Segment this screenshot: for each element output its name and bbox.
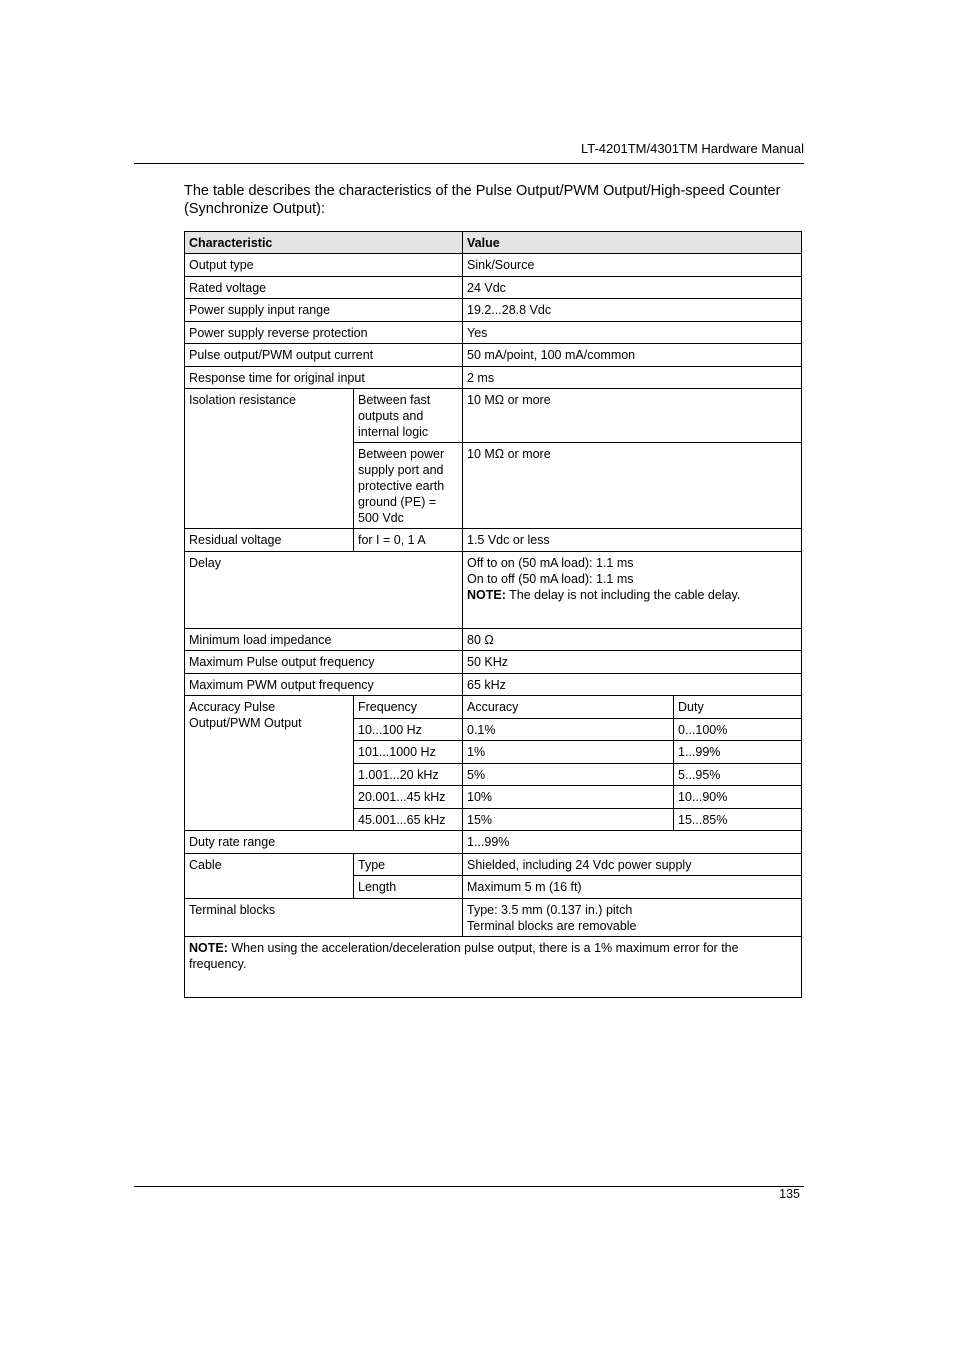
header-characteristic: Characteristic: [185, 232, 463, 254]
accuracy-cell: 5%: [463, 764, 674, 786]
row-value: 24 Vdc: [463, 277, 802, 299]
subheader-accuracy: Accuracy: [463, 696, 674, 719]
row-label: Accuracy Pulse Output/PWM Output: [185, 696, 354, 831]
table-row: [185, 629, 802, 651]
table-header-row: [185, 232, 802, 254]
row-value: 1.5 Vdc or less: [463, 529, 802, 552]
row-label: Cable: [185, 854, 354, 899]
delay-line-2: On to off (50 mA load): 1.1 ms: [467, 572, 634, 586]
frequency-cell: 101...1000 Hz: [354, 741, 463, 764]
page-number: 135: [779, 1187, 800, 1201]
table-row: [185, 831, 802, 854]
row-value: [463, 899, 802, 937]
frequency-cell: 10...100 Hz: [354, 719, 463, 741]
terminal-line-1: Type: 3.5 mm (0.137 in.) pitch: [467, 903, 633, 917]
running-header: LT-4201TM/4301TM Hardware Manual: [580, 141, 804, 156]
row-sublabel: Length: [354, 876, 463, 899]
row-label: Delay: [185, 552, 463, 629]
row-label: Pulse output/PWM output current: [185, 344, 463, 367]
accuracy-cell: 0.1%: [463, 719, 674, 741]
table-row: [185, 322, 802, 344]
table-footnote: [185, 937, 802, 998]
table-row: [185, 254, 802, 277]
row-label: Duty rate range: [185, 831, 463, 854]
header-value: Value: [463, 232, 802, 254]
row-value: [463, 552, 802, 629]
duty-cell: 1...99%: [674, 741, 802, 764]
row-label: Minimum load impedance: [185, 629, 463, 651]
row-label: Maximum Pulse output frequency: [185, 651, 463, 674]
row-value: Shielded, including 24 Vdc power supply: [463, 854, 802, 876]
row-value: 10 MΩ or more: [463, 443, 802, 529]
table-row: [185, 696, 802, 719]
duty-cell: 10...90%: [674, 786, 802, 809]
header-rule: [134, 163, 804, 164]
duty-cell: 5...95%: [674, 764, 802, 786]
table-row: [185, 899, 802, 937]
delay-note: [467, 587, 797, 603]
row-value: 50 KHz: [463, 651, 802, 674]
row-label: Residual voltage: [185, 529, 354, 552]
table-footnote-row: [185, 937, 802, 998]
row-label: Response time for original input: [185, 367, 463, 389]
row-value: 1...99%: [463, 831, 802, 854]
note-text: When using the acceleration/deceleration pulse output, there is a 1% maximum error for the frequency.: [189, 941, 739, 971]
characteristics-table: [184, 231, 802, 998]
row-label: Power supply reverse protection: [185, 322, 463, 344]
row-value: Sink/Source: [463, 254, 802, 277]
intro-paragraph: The table describes the characteristics of the Pulse Output/PWM Output/High-speed Counter (Synchronize Output):: [184, 183, 781, 217]
row-label: Maximum PWM output frequency: [185, 674, 463, 696]
table-row: [185, 674, 802, 696]
table-row: [185, 389, 802, 443]
frequency-cell: 1.001...20 kHz: [354, 764, 463, 786]
table-row: [185, 552, 802, 629]
row-sublabel: Type: [354, 854, 463, 876]
table-row: [185, 651, 802, 674]
note-text: The delay is not including the cable delay.: [505, 588, 741, 602]
row-value: 50 mA/point, 100 mA/common: [463, 344, 802, 367]
accuracy-cell: 15%: [463, 809, 674, 831]
duty-cell: 15...85%: [674, 809, 802, 831]
accuracy-cell: 1%: [463, 741, 674, 764]
table-row: [185, 529, 802, 552]
row-value: 10 MΩ or more: [463, 389, 802, 443]
table-row: [185, 854, 802, 876]
accuracy-cell: 10%: [463, 786, 674, 809]
row-sublabel: Between fast outputs and internal logic: [354, 389, 463, 443]
row-value: 65 kHz: [463, 674, 802, 696]
table-row: [185, 299, 802, 322]
row-sublabel: for I = 0, 1 A: [354, 529, 463, 552]
row-label: Power supply input range: [185, 299, 463, 322]
row-label: Terminal blocks: [185, 899, 463, 937]
row-value: 2 ms: [463, 367, 802, 389]
note-label: NOTE:: [189, 941, 228, 955]
subheader-duty: Duty: [674, 696, 802, 719]
row-value: 19.2...28.8 Vdc: [463, 299, 802, 322]
row-sublabel: Between power supply port and protective earth ground (PE) = 500 Vdc: [354, 443, 463, 529]
duty-cell: 0...100%: [674, 719, 802, 741]
frequency-cell: 20.001...45 kHz: [354, 786, 463, 809]
subheader-frequency: Frequency: [354, 696, 463, 719]
row-label: Output type: [185, 254, 463, 277]
row-value: 80 Ω: [463, 629, 802, 651]
table-row: [185, 344, 802, 367]
row-value: Maximum 5 m (16 ft): [463, 876, 802, 899]
terminal-line-2: Terminal blocks are removable: [467, 919, 637, 933]
row-label: Rated voltage: [185, 277, 463, 299]
table-row: [185, 367, 802, 389]
footer-rule: [134, 1186, 804, 1187]
note-label: NOTE:: [467, 588, 506, 602]
row-label: Isolation resistance: [185, 389, 354, 529]
frequency-cell: 45.001...65 kHz: [354, 809, 463, 831]
row-value: Yes: [463, 322, 802, 344]
table-row: [185, 277, 802, 299]
delay-line-1: Off to on (50 mA load): 1.1 ms: [467, 556, 634, 570]
